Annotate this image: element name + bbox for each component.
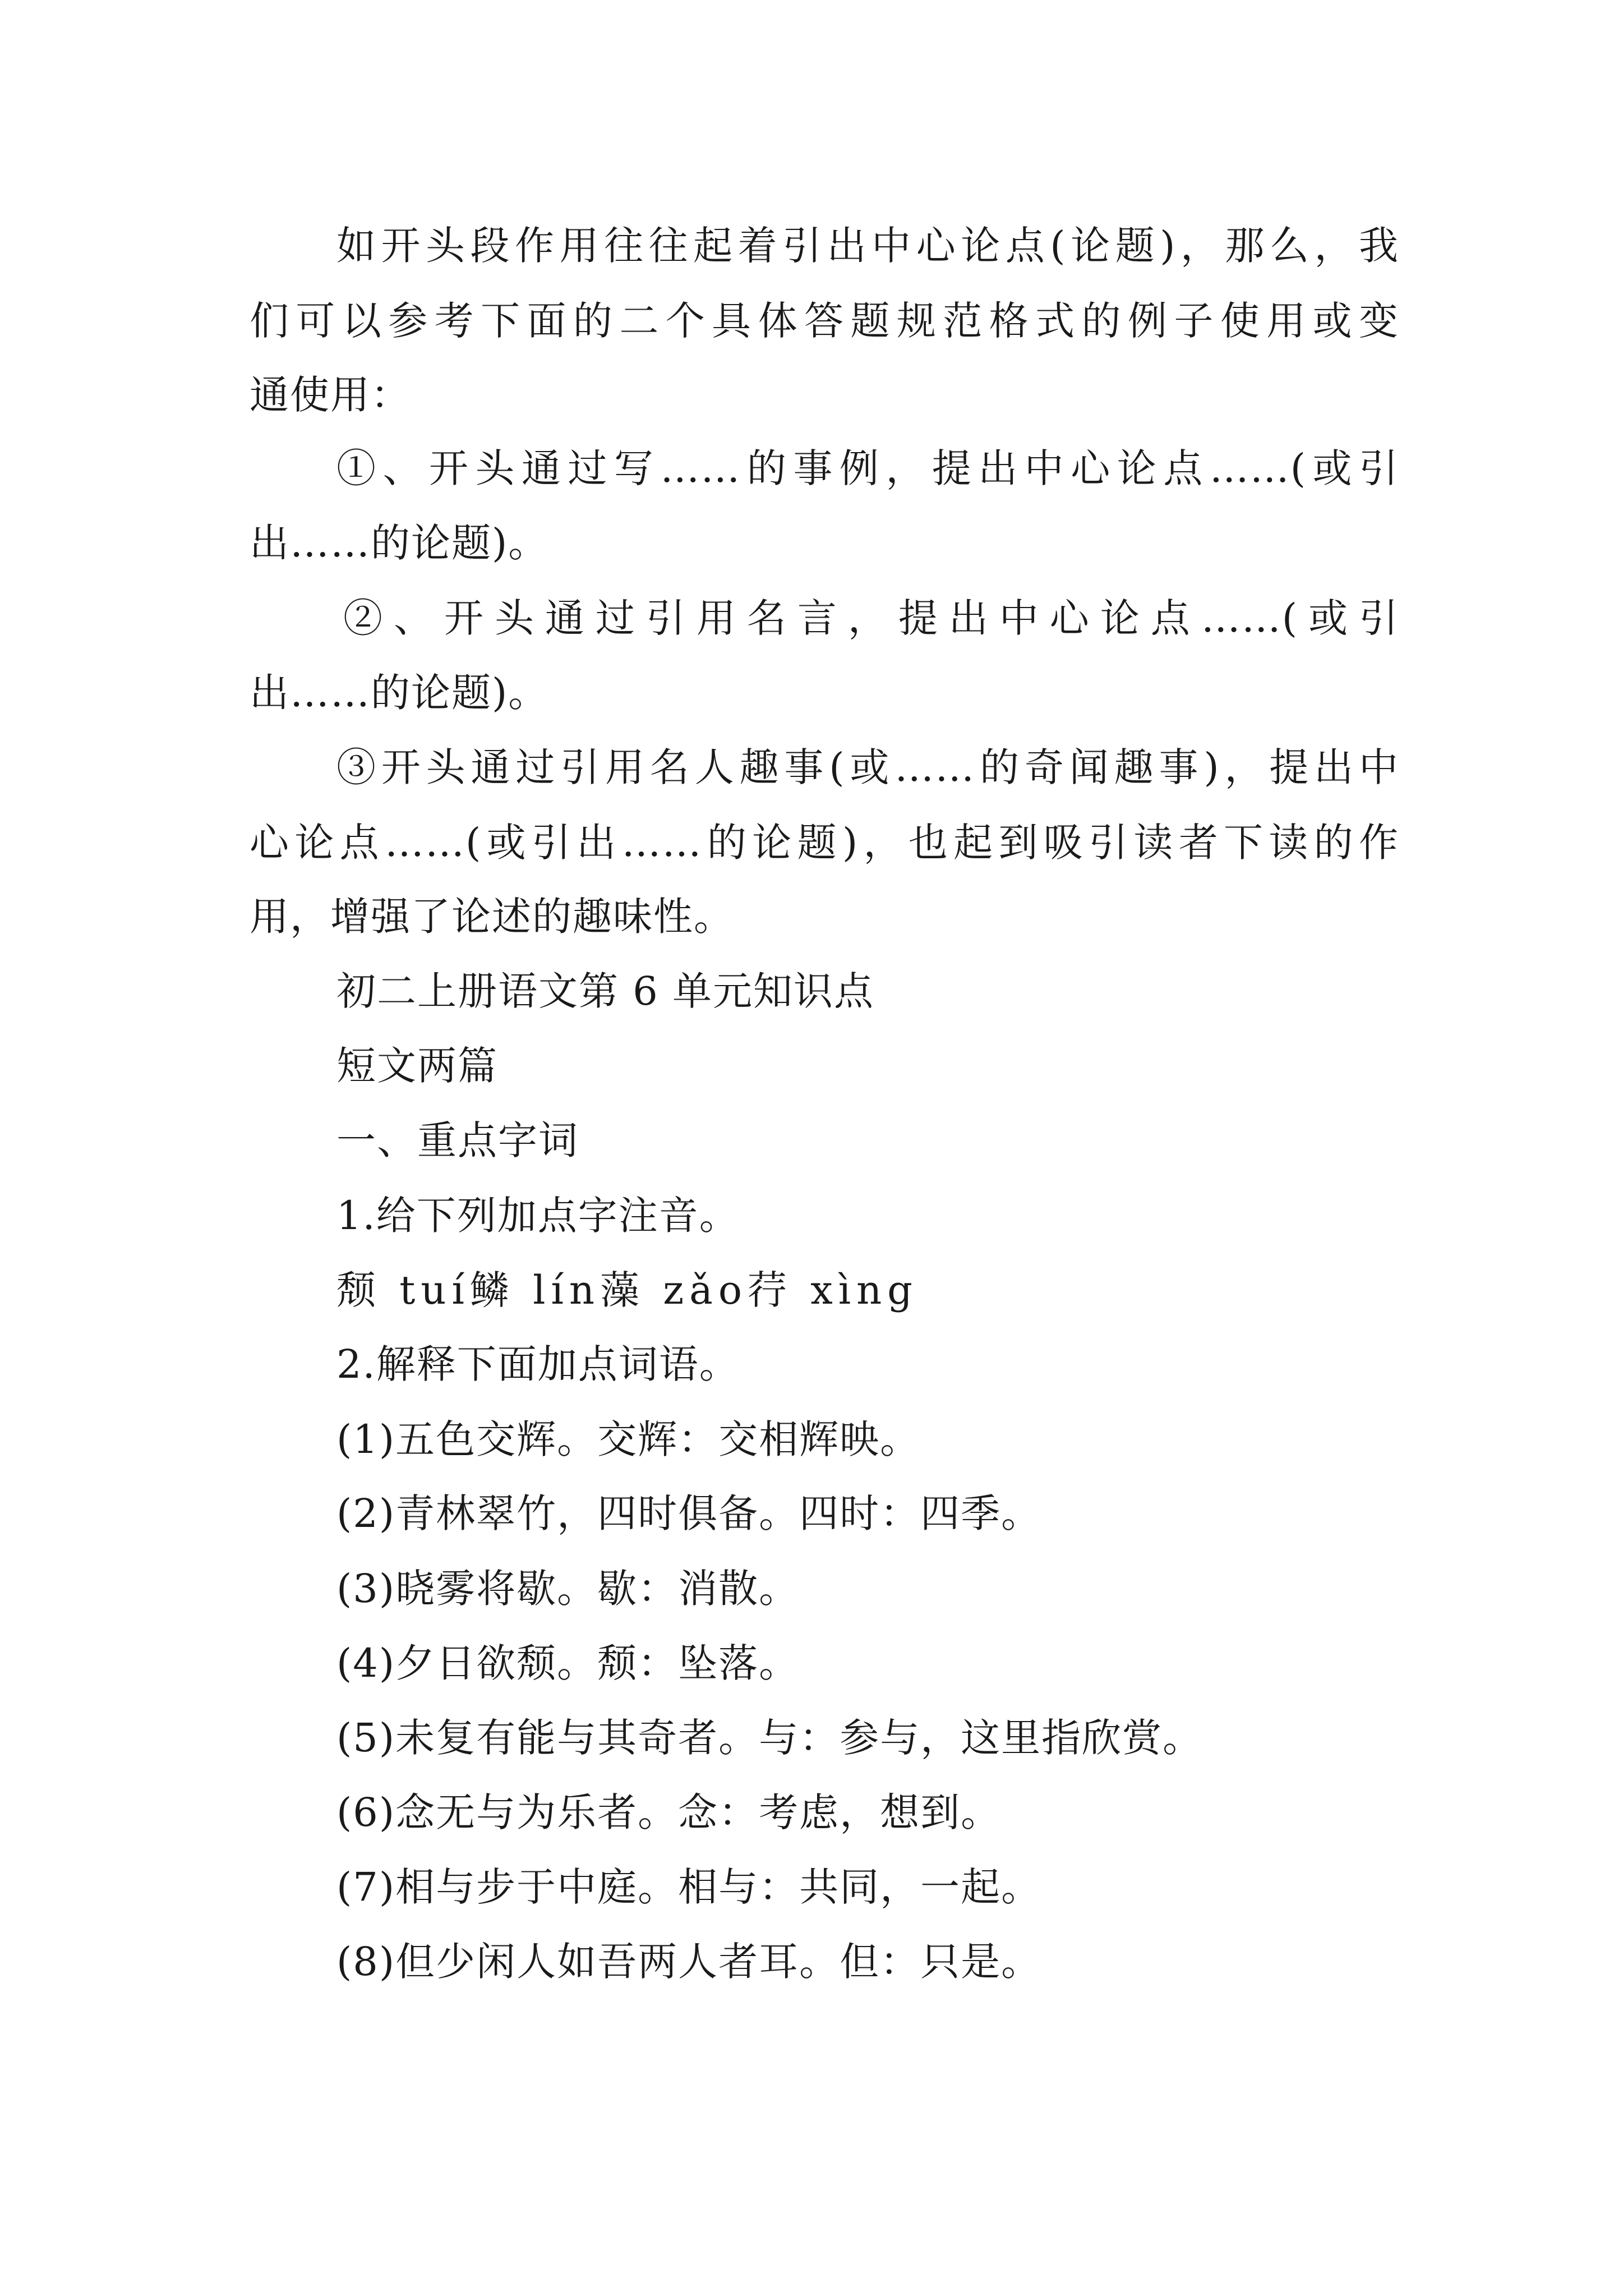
definition-item: (8)但少闲人如吾两人者耳。但：只是。 <box>336 1939 1042 1985</box>
question-2: 2.解释下面加点词语。 <box>336 1341 740 1387</box>
paragraph-3-line-1: ②、开头通过引用名言，提出中心论点……(或引 <box>343 595 1399 641</box>
paragraph-2-line-2: 出……的论题)。 <box>250 520 549 566</box>
definition-item: (6)念无与为乐者。念：考虑，想到。 <box>336 1789 1002 1835</box>
pinyin-line: 颓 tuí鳞 lín藻 zǎo荇 xìng <box>336 1267 918 1313</box>
paragraph-4-line-2: 心论点……(或引出……的论题)，也起到吸引读者下读的作 <box>250 820 1399 866</box>
paragraph-1-line-1: 如开头段作用往往起着引出中心论点(论题)，那么，我 <box>336 223 1399 269</box>
lesson-title: 短文两篇 <box>336 1043 498 1089</box>
definition-item: (5)未复有能与其奇者。与：参与，这里指欣赏。 <box>336 1715 1204 1761</box>
unit-title: 初二上册语文第 6 单元知识点 <box>336 968 875 1014</box>
paragraph-1-line-3: 通使用： <box>250 372 411 418</box>
definition-item: (2)青林翠竹，四时俱备。四时：四季。 <box>336 1490 1042 1536</box>
paragraph-3-line-2: 出……的论题)。 <box>250 670 549 716</box>
paragraph-1-line-2: 们可以参考下面的二个具体答题规范格式的例子使用或变 <box>250 298 1399 344</box>
question-1: 1.给下列加点字注音。 <box>336 1193 740 1239</box>
definition-item: (7)相与步于中庭。相与：共同，一起。 <box>336 1864 1042 1910</box>
paragraph-4-line-3: 用，增强了论述的趣味性。 <box>250 894 734 940</box>
definition-item: (4)夕日欲颓。颓：坠落。 <box>336 1640 800 1686</box>
paragraph-2-line-1: ①、开头通过写……的事例，提出中心论点……(或引 <box>336 445 1399 491</box>
section-heading: 一、重点字词 <box>336 1117 579 1163</box>
definition-item: (1)五色交辉。交辉：交相辉映。 <box>336 1416 921 1462</box>
paragraph-4-line-1: ③开头通过引用名人趣事(或……的奇闻趣事)，提出中 <box>336 744 1399 790</box>
definition-item: (3)晓雾将歇。歇：消散。 <box>336 1566 800 1612</box>
